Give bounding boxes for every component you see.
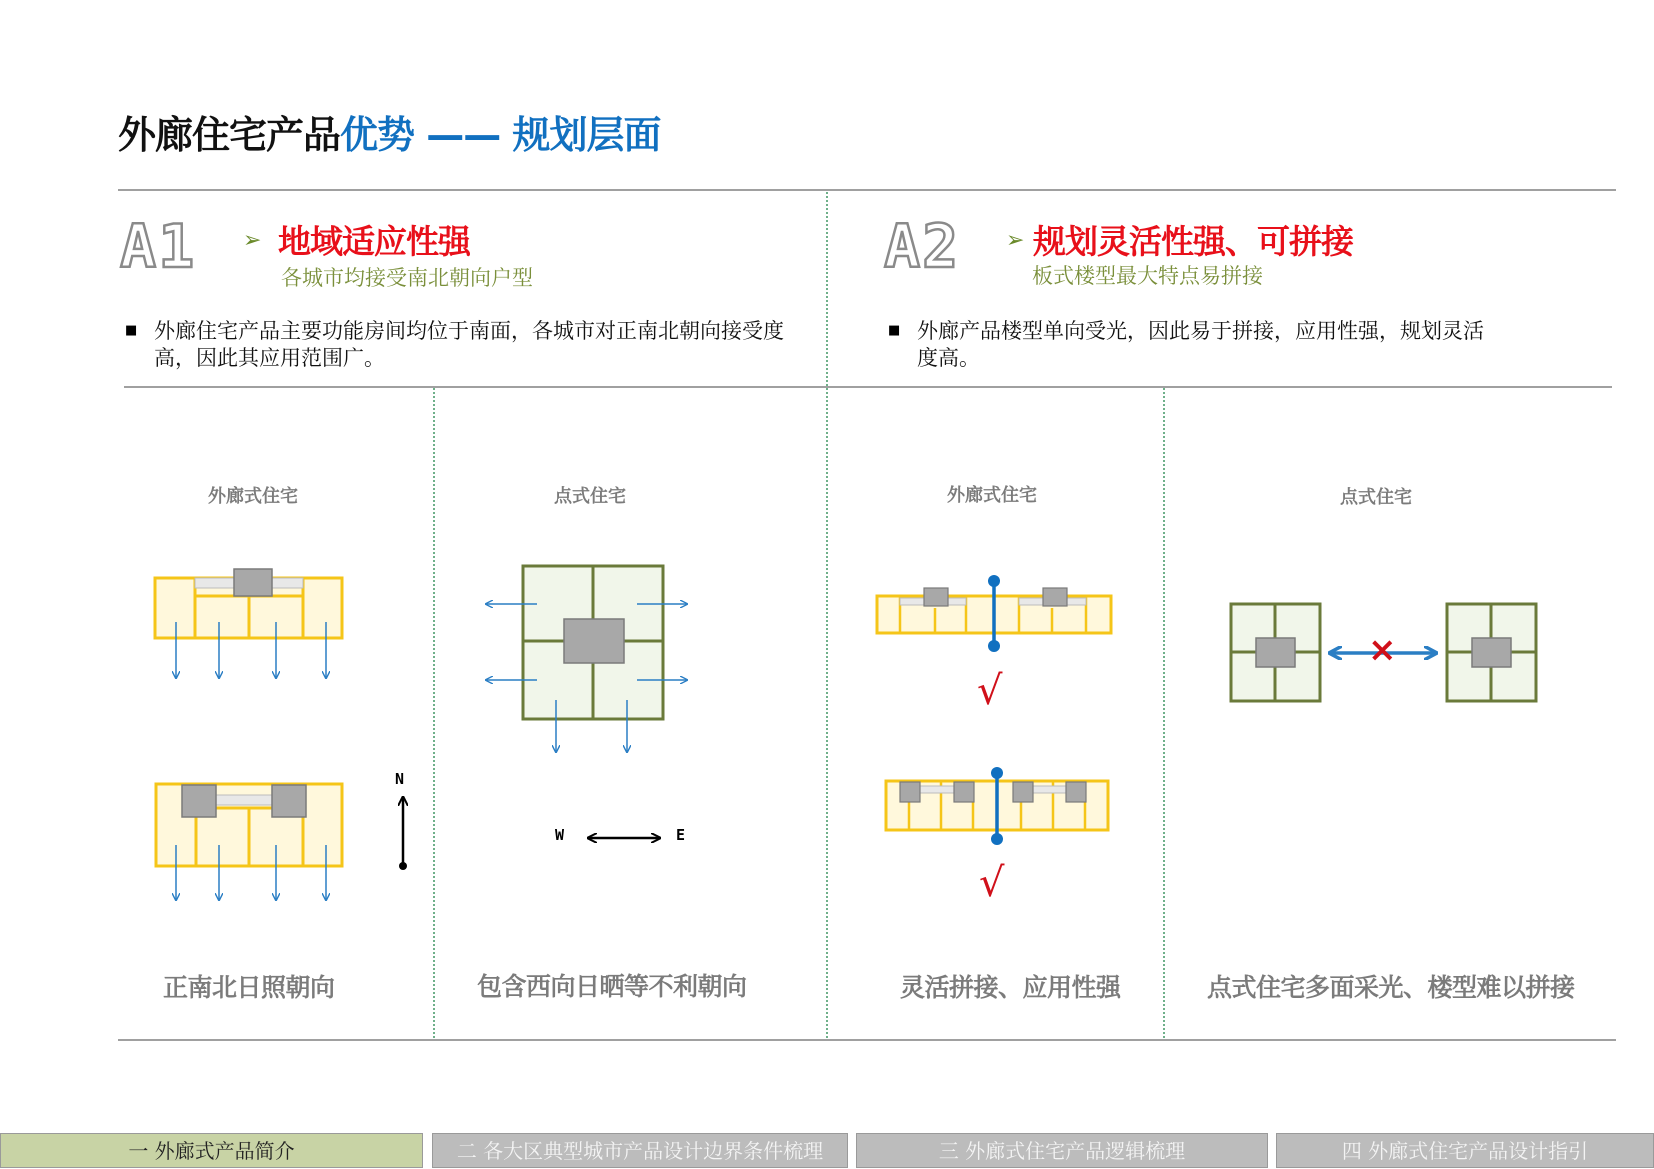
section-code-a2: A2 — [884, 212, 961, 282]
corridor-building-diagram-2 — [156, 784, 342, 900]
arrow-bullet-icon: ➢ — [1006, 228, 1025, 253]
column-label-1: 外廊式住宅 — [208, 486, 298, 507]
square-bullet-icon: ■ — [125, 323, 138, 338]
square-bullet-icon: ■ — [888, 323, 901, 338]
page-title-highlight: 优势 —— 规划层面 — [340, 113, 661, 157]
compass-north-label: N — [395, 770, 405, 788]
column-label-2: 点式住宅 — [554, 486, 626, 507]
compass-east-label: E — [676, 826, 686, 844]
page-title-main: 外廊住宅产品 — [118, 113, 341, 157]
corridor-building-diagram-1 — [155, 569, 342, 678]
column-caption-4: 点式住宅多面采光、楼型难以拼接 — [1207, 973, 1575, 1002]
footer-tab-design-guide[interactable]: 四 外廊式住宅产品设计指引 — [1276, 1133, 1654, 1168]
section-body-a2: 外廊产品楼型单向受光，因此易于拼接，应用性强，规划灵活度高。 — [917, 319, 1484, 370]
column-label-3: 外廊式住宅 — [947, 485, 1037, 506]
arrow-bullet-icon: ➢ — [243, 228, 262, 253]
section-heading-a1: 地域适应性强 — [278, 222, 470, 261]
section-code-a1: A1 — [120, 212, 197, 282]
compass-west-label: W — [555, 826, 565, 844]
column-caption-3: 灵活拼接、应用性强 — [900, 973, 1121, 1002]
cross-mark-icon: × — [1368, 630, 1397, 670]
column-caption-1: 正南北日照朝向 — [163, 973, 335, 1002]
footer-tab-boundary-conditions[interactable]: 二 各大区典型城市产品设计边界条件梳理 — [432, 1133, 848, 1168]
footer-tab-intro[interactable]: 一 外廊式产品简介 — [0, 1133, 423, 1168]
check-mark-icon: √ — [977, 668, 1003, 714]
check-mark-icon: √ — [979, 860, 1005, 906]
north-arrow-icon — [399, 797, 407, 870]
footer-tab-product-logic[interactable]: 三 外廊式住宅产品逻辑梳理 — [856, 1133, 1268, 1168]
section-body-a1: 外廊住宅产品主要功能房间均位于南面，各城市对正南北朝向接受度高，因此其应用范围广。 — [154, 319, 784, 370]
column-caption-2: 包含西向日晒等不利朝向 — [477, 972, 747, 1001]
spliced-corridor-diagram-2 — [886, 767, 1108, 845]
point-building-diagram-1 — [486, 566, 687, 752]
spliced-corridor-diagram-1 — [877, 575, 1111, 652]
section-subheading-a1: 各城市均接受南北朝向户型 — [281, 266, 533, 290]
section-heading-a2: 规划灵活性强、可拼接 — [1033, 222, 1353, 261]
column-label-4: 点式住宅 — [1340, 487, 1412, 508]
section-subheading-a2: 板式楼型最大特点易拼接 — [1032, 264, 1263, 288]
